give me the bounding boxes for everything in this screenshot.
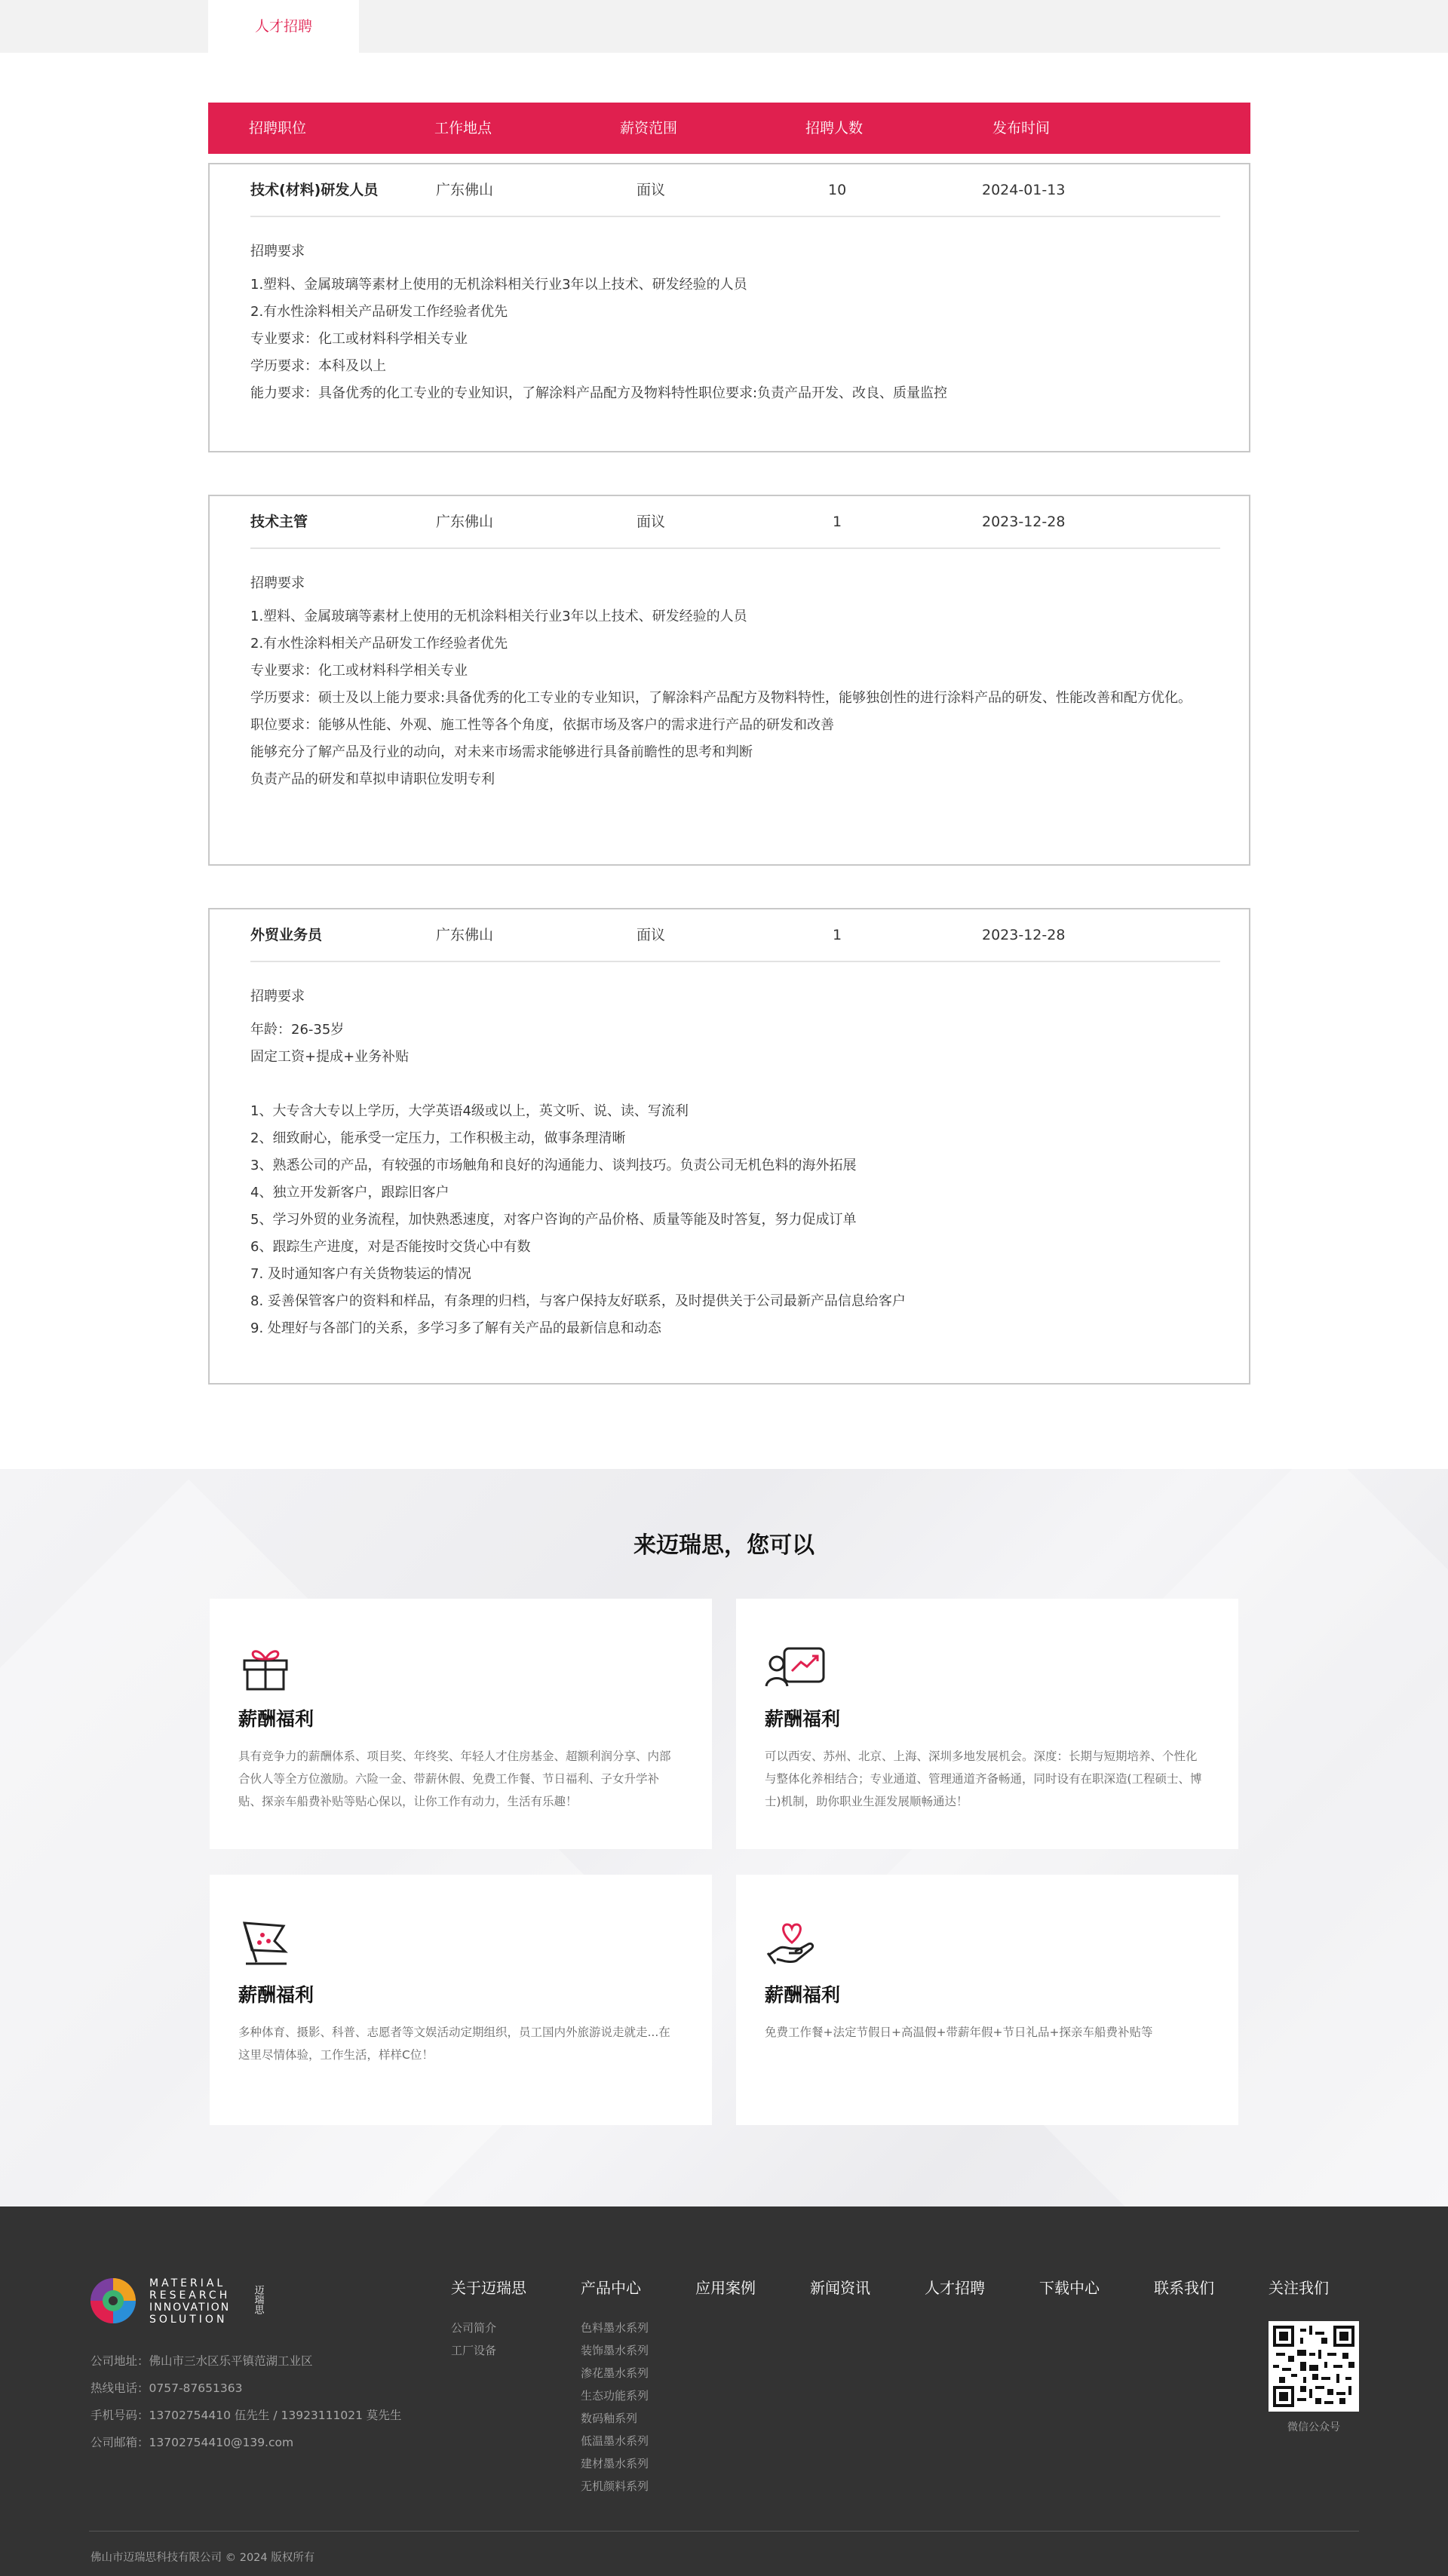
benefit-card [210,1599,712,1849]
requirement-line: 2、细致耐心，能承受一定压力，工作积极主动，做事条理清晰 [250,1130,626,1146]
divider [250,216,1220,217]
requirement-line: 负责产品的研发和草拟申请职位发明专利 [250,771,495,787]
benefit-title: 薪酬福利 [238,1984,314,2006]
header-position: 招聘职位 [249,120,307,136]
footer-link[interactable]: 建材墨水系列 [581,2457,649,2470]
footer-nav-downloads[interactable]: 下载中心 [1039,2279,1100,2297]
requirements-label: 招聘要求 [250,575,305,591]
heart-hand-icon [765,1918,819,1968]
footer-nav-follow[interactable]: 关注我们 [1269,2279,1329,2297]
requirement-line: 9. 处理好与各部门的关系，多学习多了解有关产品的最新信息和动态 [250,1320,661,1336]
requirements-label: 招聘要求 [250,989,305,1004]
job-table-header [208,103,1250,154]
footer-link[interactable]: 低温墨水系列 [581,2434,649,2448]
job-title: 技术主管 [250,514,308,530]
contact-info [90,2348,401,2456]
footer-link[interactable]: 公司简介 [451,2321,497,2335]
job-date: 2023-12-28 [982,927,1066,943]
benefits-section [0,1469,1448,2206]
job-count: 10 [828,182,847,198]
job-card[interactable] [208,495,1250,866]
job-count: 1 [833,927,842,943]
growth-chart-icon [765,1642,827,1692]
footer-subnav-products [581,2317,649,2498]
job-requirements [250,238,1223,407]
wechat-qr-code [1269,2321,1359,2412]
requirement-line: 年龄：26-35岁 [250,1022,345,1038]
logo-line: SOLUTION [149,2314,228,2326]
requirement-line: 专业要求：化工或材料科学相关专业 [250,663,468,679]
divider [250,961,1220,962]
requirement-line: 1、大专含大专以上学历，大学英语4级或以上，英文听、说、读、写流利 [250,1103,689,1119]
job-card[interactable] [208,908,1250,1385]
requirement-line: 1.塑料、金属玻璃等素材上使用的无机涂料相关行业3年以上技术、研发经验的人员 [250,277,747,293]
job-card[interactable] [208,163,1250,452]
header-salary: 薪资范围 [620,120,678,136]
job-count: 1 [833,514,842,530]
company-hotline: 热线电话：0757-87651363 [90,2381,243,2395]
benefit-text: 可以西安、苏州、北京、上海、深圳多地发展机会。深度：长期与短期培养、个性化与整体化养相结合；专业通道、管理通道齐备畅通，同时设有在职深造(工程硕士、博士)机制，助你职业生涯发展顺畅通达！ [765,1750,1202,1808]
requirement-line: 2.有水性涂料相关产品研发工作经验者优先 [250,636,508,652]
logo-cn: 迈瑞思 [252,2285,264,2314]
requirement-line: 1.塑料、金属玻璃等素材上使用的无机涂料相关行业3年以上技术、研发经验的人员 [250,609,747,624]
benefit-title: 薪酬福利 [238,1708,314,1730]
footer-link[interactable]: 渗花墨水系列 [581,2366,649,2380]
footer-nav-products[interactable]: 产品中心 [581,2279,641,2297]
footer-nav-about[interactable]: 关于迈瑞思 [451,2279,526,2297]
requirement-line: 8. 妥善保管客户的资料和样品，有条理的归档，与客户保持友好联系，及时提供关于公司最新产品信息给客户 [250,1293,906,1309]
footer-nav-contact[interactable]: 联系我们 [1154,2279,1214,2297]
qr-code-icon [1273,2326,1354,2407]
requirement-line: 专业要求：化工或材料科学相关专业 [250,331,468,347]
footer-nav-news[interactable]: 新闻资讯 [810,2279,870,2297]
benefit-title: 薪酬福利 [765,1984,841,2006]
qr-label: 微信公众号 [1287,2421,1340,2433]
requirement-line: 3、熟悉公司的产品，有较强的市场触角和良好的沟通能力、谈判技巧。负责公司无机色料的海外拓展 [250,1158,857,1173]
requirement-line: 7. 及时通知客户有关货物装运的情况 [250,1266,471,1282]
job-requirements [250,570,1223,793]
footer-nav-cases[interactable]: 应用案例 [695,2279,756,2297]
requirement-line: 职位要求：能够从性能、外观、施工性等各个角度，依据市场及客户的需求进行产品的研发和改善 [250,717,834,733]
requirement-line: 5、学习外贸的业务流程，加快熟悉速度，对客户咨询的产品价格、质量等能及时答复，努力促成订单 [250,1212,857,1228]
job-location: 广东佛山 [436,514,494,530]
job-salary: 面议 [637,514,666,530]
copyright: 佛山市迈瑞思科技有限公司 © 2024 版权所有 [90,2552,315,2564]
job-requirements [250,983,1223,1342]
job-date: 2023-12-28 [982,514,1066,530]
job-salary: 面议 [637,927,666,943]
tab-strip [0,0,1448,53]
site-footer [0,2206,1448,2576]
benefit-text: 多种体育、摄影、科普、志愿者等文娱活动定期组织，员工国内外旅游说走就走...在这里尽情体验，工作生活，样样C位！ [238,2026,670,2062]
requirement-line: 2.有水性涂料相关产品研发工作经验者优先 [250,304,508,320]
benefit-card [210,1875,712,2125]
footer-link[interactable]: 装饰墨水系列 [581,2344,649,2357]
job-title: 技术(材料)研发人员 [250,182,379,198]
company-mobile: 手机号码：13702754410 伍先生 / 13923111021 莫先生 [90,2409,402,2422]
company-logo[interactable] [89,2274,278,2327]
footer-link[interactable]: 生态功能系列 [581,2389,649,2403]
requirement-line: 学历要求：本科及以上 [250,358,386,374]
requirement-line: 学历要求：硕士及以上能力要求:具备优秀的化工专业的专业知识，了解涂料产品配方及物料特性，能够独创性的进行涂料产品的研发、性能改善和配方优化。 [250,690,1192,706]
tab-recruitment[interactable]: 人才招聘 [208,0,359,53]
benefit-card [736,1599,1238,1849]
company-address: 公司地址：佛山市三水区乐平镇范湖工业区 [90,2354,313,2368]
benefit-card [736,1875,1238,2125]
company-email: 公司邮箱：13702754410@139.com [90,2436,294,2449]
requirements-label: 招聘要求 [250,244,305,259]
benefit-text: 具有竞争力的薪酬体系、项目奖、年终奖、年轻人才住房基金、超额利润分享、内部合伙人等全方位激励。六险一金、带薪休假、免费工作餐、节日福利、子女升学补贴、探亲车船费补贴等贴心保以，让你工作有动力，生活有乐趣！ [238,1750,671,1808]
job-location: 广东佛山 [436,182,494,198]
footer-link[interactable]: 工厂设备 [451,2344,497,2357]
job-date: 2024-01-13 [982,182,1066,198]
job-salary: 面议 [637,182,666,198]
logo-line: RESEARCH [149,2289,231,2302]
footer-nav-jobs[interactable]: 人才招聘 [925,2279,985,2297]
header-count: 招聘人数 [805,120,864,136]
header-location: 工作地点 [434,120,492,136]
job-summary-row[interactable] [210,164,1249,216]
requirement-line: 固定工资+提成+业务补贴 [250,1049,410,1065]
footer-divider [89,2531,1359,2532]
flag-icon [238,1918,293,1968]
job-summary-row[interactable] [210,496,1249,547]
logo-line: MATERIAL [149,2277,226,2289]
logo-line: INNOVATION [149,2302,231,2314]
job-location: 广东佛山 [436,927,494,943]
benefit-text: 免费工作餐+法定节假日+高温假+带薪年假+节日礼品+探亲车船费补贴等 [765,2026,1153,2039]
benefit-title: 薪酬福利 [765,1708,841,1730]
divider [250,547,1220,549]
header-date: 发布时间 [992,120,1051,136]
requirement-line: 能力要求：具备优秀的化工专业的专业知识，了解涂料产品配方及物料特性职位要求:负责产品开发、改良、质量监控 [250,385,948,401]
job-summary-row[interactable] [210,909,1249,961]
footer-link[interactable]: 无机颜料系列 [581,2479,649,2493]
footer-link[interactable]: 色料墨水系列 [581,2321,649,2335]
benefits-title: 来迈瑞思，您可以 [634,1532,814,1559]
requirement-line: 6、跟踪生产进度，对是否能按时交货心中有数 [250,1239,531,1255]
footer-link[interactable]: 数码釉系列 [581,2412,638,2425]
requirement-line: 4、独立开发新客户，跟踪旧客户 [250,1185,449,1201]
requirement-line: 能够充分了解产品及行业的动向，对未来市场需求能够进行具备前瞻性的思考和判断 [250,744,753,760]
gift-icon [238,1642,293,1692]
job-title: 外贸业务员 [250,927,323,943]
footer-subnav-about [451,2317,496,2362]
